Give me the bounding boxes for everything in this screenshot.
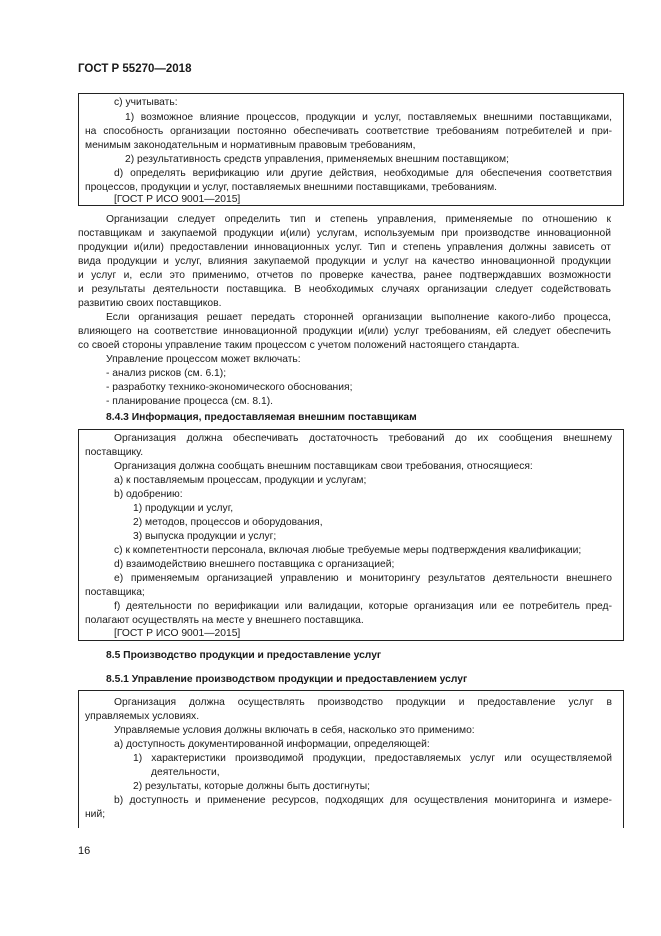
quote-line: Управляемые условия должны включать в себя, насколько это применимо: xyxy=(114,725,475,736)
paragraph-line: поставщикам и закупаемой продукции и(или) услугам, используемым при производстве инновационной xyxy=(78,228,611,239)
document-header-title: ГОСТ Р 55270—2018 xyxy=(78,63,192,75)
quote-line: d) взаимодействию внешнего поставщика с организацией; xyxy=(114,559,395,570)
paragraph-line: Управление процессом может включать: xyxy=(106,354,301,365)
quote-line: f) деятельности по верификации или валидации, которые организация или ее потребитель пред- xyxy=(114,601,612,612)
list-item: - планирование процесса (см. 8.1). xyxy=(106,396,274,407)
quote-reference: [ГОСТ Р ИСО 9001—2015] xyxy=(114,628,241,639)
quote-box-production-control xyxy=(78,690,624,828)
quote-line: менимым законодательным и нормативным правовым требованиям, xyxy=(85,140,416,151)
quote-line: 3) выпуска продукции и услуг; xyxy=(133,531,277,542)
quote-line: с) к компетентности персонала, включая любые требуемые меры подтверждения квалификации; xyxy=(114,545,582,556)
quote-line: b) доступность и применение ресурсов, подходящих для осуществления мониторинга и измере- xyxy=(114,795,612,806)
quote-line: управляемых условиях. xyxy=(85,711,200,722)
list-item: - анализ рисков (см. 6.1); xyxy=(106,368,227,379)
quote-line: деятельности, xyxy=(151,767,220,778)
quote-line: поставщику. xyxy=(85,447,144,458)
quote-box-requirements xyxy=(78,93,624,206)
quote-line: а) к поставляемым процессам, продукции и услугам; xyxy=(114,475,367,486)
quote-line: Организация должна обеспечивать достаточность требований до их сообщения внешнему xyxy=(114,433,612,444)
quote-line: е) применяемым организацией управлению и мониторингу результатов деятельности внешнего xyxy=(114,573,612,584)
quote-line: на способность организации постоянно обеспечивать соответствие требованиям потребителей и при- xyxy=(85,126,612,137)
quote-line: поставщика; xyxy=(85,587,145,598)
paragraph-line: и результаты деятельности поставщика. В необходимых случаях организации следует содействовать xyxy=(78,284,611,295)
quote-line: 1) возможное влияние процессов, продукции и услуг, поставляемых внешними поставщиками, xyxy=(125,112,612,123)
quote-line: с) учитывать: xyxy=(114,97,178,108)
paragraph-line: Организации следует определить тип и степень управления, применяемые по отношению к xyxy=(106,214,611,225)
paragraph-line: вида продукции и услуг, влияния закупаемой продукции и услуг на качество инновационной продукции xyxy=(78,256,611,267)
paragraph-line: Если организация решает передать сторонней организации выполнение какого-либо процесса, xyxy=(106,312,611,323)
quote-line: ний; xyxy=(85,809,106,820)
section-heading-8-5: 8.5 Производство продукции и предоставление услуг xyxy=(106,650,382,661)
quote-line: 1) продукции и услуг, xyxy=(133,503,234,514)
paragraph-line: со своей стороны управление таким процессом с учетом положений настоящего стандарта. xyxy=(78,340,520,351)
quote-line: 1) характеристики производимой продукции, предоставляемых услуг или осуществляемой xyxy=(133,753,612,764)
section-heading-8-4-3: 8.4.3 Информация, предоставляемая внешним поставщикам xyxy=(106,412,417,423)
paragraph-line: развитию своих поставщиков. xyxy=(78,298,222,309)
quote-line: полагают осуществлять на месте у внешнего поставщика. xyxy=(85,615,364,626)
quote-reference: [ГОСТ Р ИСО 9001—2015] xyxy=(114,194,241,205)
paragraph-line: и услуг и, если это применимо, отчетов по проверке качества, ранее подтверждавших возможности xyxy=(78,270,611,281)
quote-line: 2) методов, процессов и оборудования, xyxy=(133,517,323,528)
quote-line: Организация должна осуществлять производство продукции и предоставление услуг в xyxy=(114,697,612,708)
quote-box-supplier-information xyxy=(78,429,624,641)
quote-line: Организация должна сообщать внешним поставщикам свои требования, относящиеся: xyxy=(114,461,533,472)
paragraph-line: продукции и(или) предоставлении инновационных услуг. Тип и степень управления должны зависеть от xyxy=(78,242,611,253)
list-item: - разработку технико-экономического обоснования; xyxy=(106,382,353,393)
section-heading-8-5-1: 8.5.1 Управление производством продукции и предоставлением услуг xyxy=(106,674,468,685)
quote-line: процессов, продукции и услуг, поставляемых внешними поставщиками, требованиям. xyxy=(85,182,498,193)
quote-line: b) одобрению: xyxy=(114,489,183,500)
quote-line: а) доступность документированной информации, определяющей: xyxy=(114,739,430,750)
quote-line: d) определять верификацию или другие действия, необходимые для обеспечения соответствия xyxy=(114,168,612,179)
page-number: 16 xyxy=(78,845,91,857)
quote-line: 2) результаты, которые должны быть достигнуты; xyxy=(133,781,370,792)
quote-line: 2) результативность средств управления, применяемых внешним поставщиком; xyxy=(125,154,509,165)
paragraph-line: влияющего на соответствие инновационной продукции и(или) услуг требованиям, ей следует обеспечить xyxy=(78,326,611,337)
